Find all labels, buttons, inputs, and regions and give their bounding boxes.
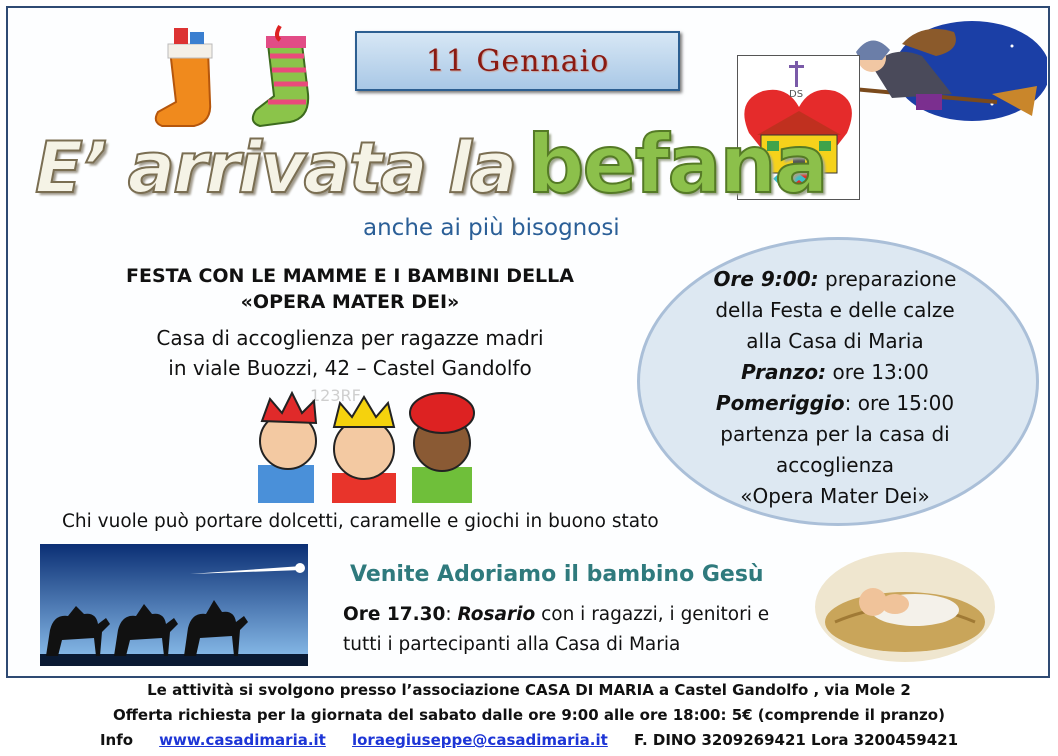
casa-line1: Casa di accoglienza per ragazze madri [156, 326, 544, 350]
schedule-line7: accoglienza [775, 453, 895, 477]
title-part1: E’ arrivata la [35, 127, 516, 209]
ore9-label: Ore 9:00: [713, 267, 819, 291]
contact-numbers: F. DINO 3209269421 Lora 3200459421 [633, 731, 959, 749]
date-banner [355, 31, 680, 91]
rosario-sep: : [445, 604, 458, 625]
rosario-text2: tutti i partecipanti alla Casa di Maria [343, 634, 681, 655]
dolcetti-note: Chi vuole può portare dolcetti, caramelle e giochi in buono stato [62, 511, 659, 532]
subtitle: anche ai più bisognosi [363, 215, 620, 241]
rosario-text [343, 600, 813, 660]
logo-text: DS [789, 89, 804, 100]
email-link[interactable]: loraegiuseppe@casadimaria.it [351, 731, 608, 749]
pomeriggio-label: Pomeriggio [715, 391, 845, 415]
website-link[interactable]: www.casadimaria.it [159, 731, 326, 749]
casa-address [80, 323, 620, 383]
schedule-line8: «Opera Mater Dei» [740, 484, 930, 508]
event-date: 11 Gennaio [425, 43, 610, 79]
casa-line2: in viale Buozzi, 42 – Castel Gandolfo [168, 356, 532, 380]
schedule-line3: alla Casa di Maria [746, 329, 924, 353]
schedule-text [650, 264, 1020, 512]
pranzo-label: Pranzo: [741, 360, 827, 384]
child-middle [332, 397, 396, 503]
footer [0, 678, 1058, 753]
child-left [258, 393, 316, 503]
schedule-line6: partenza per la casa di [720, 422, 950, 446]
festa-heading [40, 263, 660, 315]
striped-stocking [253, 26, 308, 126]
baby-jesus-illustration [815, 552, 995, 662]
child-right [410, 393, 474, 503]
main-title [35, 118, 826, 211]
befana-illustration [832, 16, 1047, 126]
footer-line2: Offerta richiesta per la giornata del sabato dalle ore 9:00 alle ore 18:00: 5€ (comprende il pranzo) [113, 706, 945, 724]
festa-line1: FESTA CON LE MAMME E I BAMBINI DELLA [126, 265, 574, 287]
rosario-label: Rosario [457, 604, 536, 625]
venite-heading: Venite Adoriamo il bambino Gesù [350, 562, 764, 587]
info-label: Info [99, 731, 134, 749]
orange-stocking [156, 28, 212, 126]
ore9-text: preparazione [825, 267, 957, 291]
schedule-line2: della Festa e delle calze [715, 298, 955, 322]
children-crowns-illustration [248, 385, 478, 503]
pranzo-text: ore 13:00 [832, 360, 929, 384]
footer-line1: Le attività si svolgono presso l’associazione CASA DI MARIA a Castel Gandolfo , via Mole 2 [147, 681, 911, 699]
footer-line3 [0, 728, 1058, 753]
pomeriggio-text: : ore 15:00 [844, 391, 955, 415]
rosario-time: Ore 17.30 [343, 604, 446, 625]
festa-line2: «OPERA MATER DEI» [240, 291, 460, 313]
magi-camels-illustration [40, 544, 308, 666]
stock-watermark: 123RF [310, 386, 361, 405]
rosario-text1: con i ragazzi, i genitori e [535, 604, 770, 625]
title-befana: befana [527, 118, 827, 211]
